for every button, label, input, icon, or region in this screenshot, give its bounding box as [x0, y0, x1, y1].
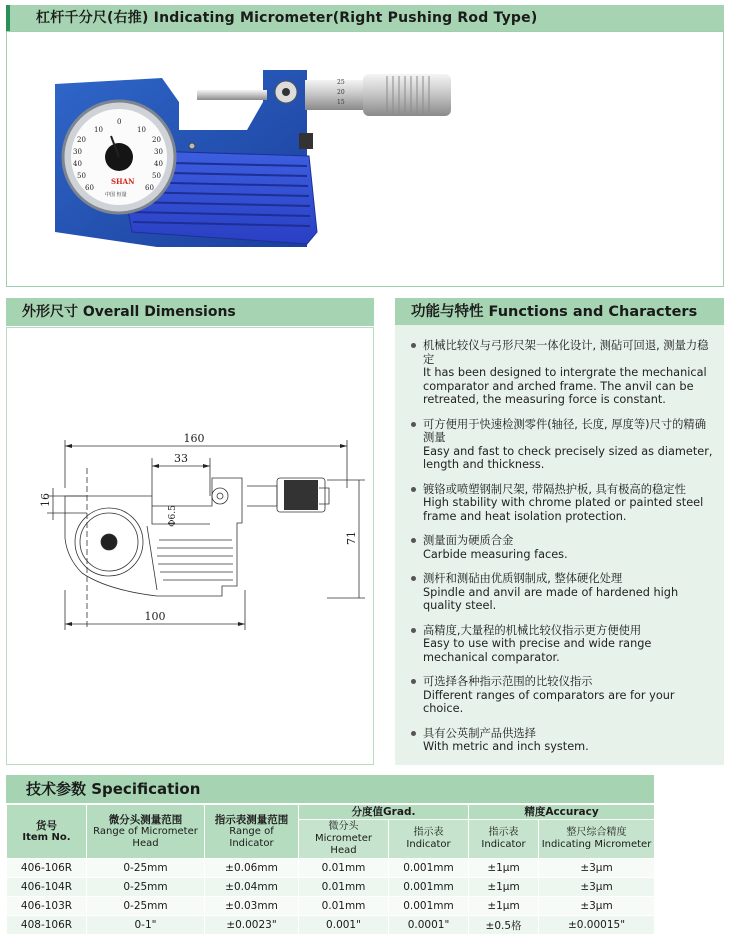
svg-text:15: 15 — [337, 99, 345, 106]
header-grad-indicator: 指示表 Indicator — [389, 820, 469, 859]
table-row: 408-106R 0-1" ±0.0023" 0.001" 0.0001" ±0.5格 ±0.00015" — [7, 916, 655, 935]
product-photo-frame — [6, 31, 724, 287]
svg-text:0: 0 — [117, 118, 122, 126]
feature-item: 镀铬或喷塑钢制尺架, 带隔热护板, 具有极高的稳定性 High stability with chrome plated or painted steel frame and heat isolation protection. — [409, 483, 716, 524]
table-row: 406-104R 0-25mm ±0.04mm 0.01mm 0.001mm ±1μm ±3μm — [7, 878, 655, 897]
svg-text:Φ6.5: Φ6.5 — [168, 505, 178, 527]
svg-text:20: 20 — [337, 89, 345, 96]
svg-text:40: 40 — [154, 160, 163, 168]
header-accuracy: 精度Accuracy — [469, 805, 655, 820]
header-range-indicator: 指示表测量范围 Range of Indicator — [205, 805, 299, 859]
dimensions-title: 外形尺寸 Overall Dimensions — [6, 298, 374, 326]
feature-item: 测量面为硬质合金 Carbide measuring faces. — [409, 534, 716, 561]
dimension-drawing — [7, 328, 373, 764]
svg-text:71: 71 — [345, 531, 358, 545]
svg-text:33: 33 — [174, 452, 188, 465]
table-row: 406-103R 0-25mm ±0.03mm 0.01mm 0.001mm ±1μm ±3μm — [7, 897, 655, 916]
features-title: 功能与特性 Functions and Characters — [395, 298, 724, 326]
table-row: 406-106R 0-25mm ±0.06mm 0.01mm 0.001mm ±1μm ±3μm — [7, 859, 655, 878]
feature-item: 具有公英制产品供选择 With metric and inch system. — [409, 727, 716, 754]
svg-text:30: 30 — [154, 148, 163, 156]
feature-item: 测杆和测砧由优质钢制成, 整体硬化处理 Spindle and anvil are made of hardened high quality steel. — [409, 572, 716, 613]
svg-text:50: 50 — [152, 172, 161, 180]
feature-item: 高精度,大量程的机械比较仪指示更方便使用 Easy to use with precise and wide range mechanical comparator. — [409, 624, 716, 665]
svg-text:25: 25 — [337, 79, 345, 86]
header-grad: 分度值Grad. — [299, 805, 469, 820]
svg-text:60: 60 — [145, 184, 154, 192]
svg-text:40: 40 — [73, 160, 82, 168]
svg-text:100: 100 — [144, 610, 166, 623]
header-range-head: 微分头测量范围 Range of Micrometer Head — [87, 805, 205, 859]
svg-text:50: 50 — [77, 172, 86, 180]
page-header: 杠杆千分尺(右推) Indicating Micrometer(Right Pushing Rod Type) — [6, 5, 724, 31]
specification-table — [6, 804, 655, 935]
features-panel — [395, 325, 724, 765]
header-acc-total: 整尺综合精度 Indicating Micrometer — [539, 820, 655, 859]
svg-text:中国 恒量: 中国 恒量 — [105, 192, 127, 198]
feature-item: 机械比较仪与弓形尺架一体化设计, 测砧可回退, 测量力稳定 It has been designed to intergrate the mechanical comparator and arched frame. The anvil can be retreated, the measuring force is constant. — [409, 339, 716, 407]
svg-text:10: 10 — [137, 126, 146, 134]
svg-text:20: 20 — [152, 136, 161, 144]
dimensions-drawing-frame — [6, 327, 374, 765]
svg-text:10: 10 — [94, 126, 103, 134]
svg-text:30: 30 — [73, 148, 82, 156]
header-item-no: 货号 Item No. — [7, 805, 87, 859]
feature-item: 可方便用于快速检测零件(轴径, 长度, 厚度等)尺寸的精确测量 Easy and fast to check precisely sized as diameter, length and thickness. — [409, 418, 716, 472]
svg-text:20: 20 — [77, 136, 86, 144]
specification-title: 技术参数 Specification — [6, 775, 654, 803]
svg-text:160: 160 — [183, 432, 205, 445]
svg-text:SHAN: SHAN — [111, 177, 135, 186]
header-grad-head: 微分头 Micrometer Head — [299, 820, 389, 859]
svg-text:60: 60 — [85, 184, 94, 192]
svg-text:16: 16 — [39, 493, 52, 507]
micrometer-product-image — [7, 32, 723, 286]
feature-item: 可选择各种指示范围的比较仪指示 Different ranges of comparators are for your choice. — [409, 675, 716, 716]
header-acc-indicator: 指示表 Indicator — [469, 820, 539, 859]
